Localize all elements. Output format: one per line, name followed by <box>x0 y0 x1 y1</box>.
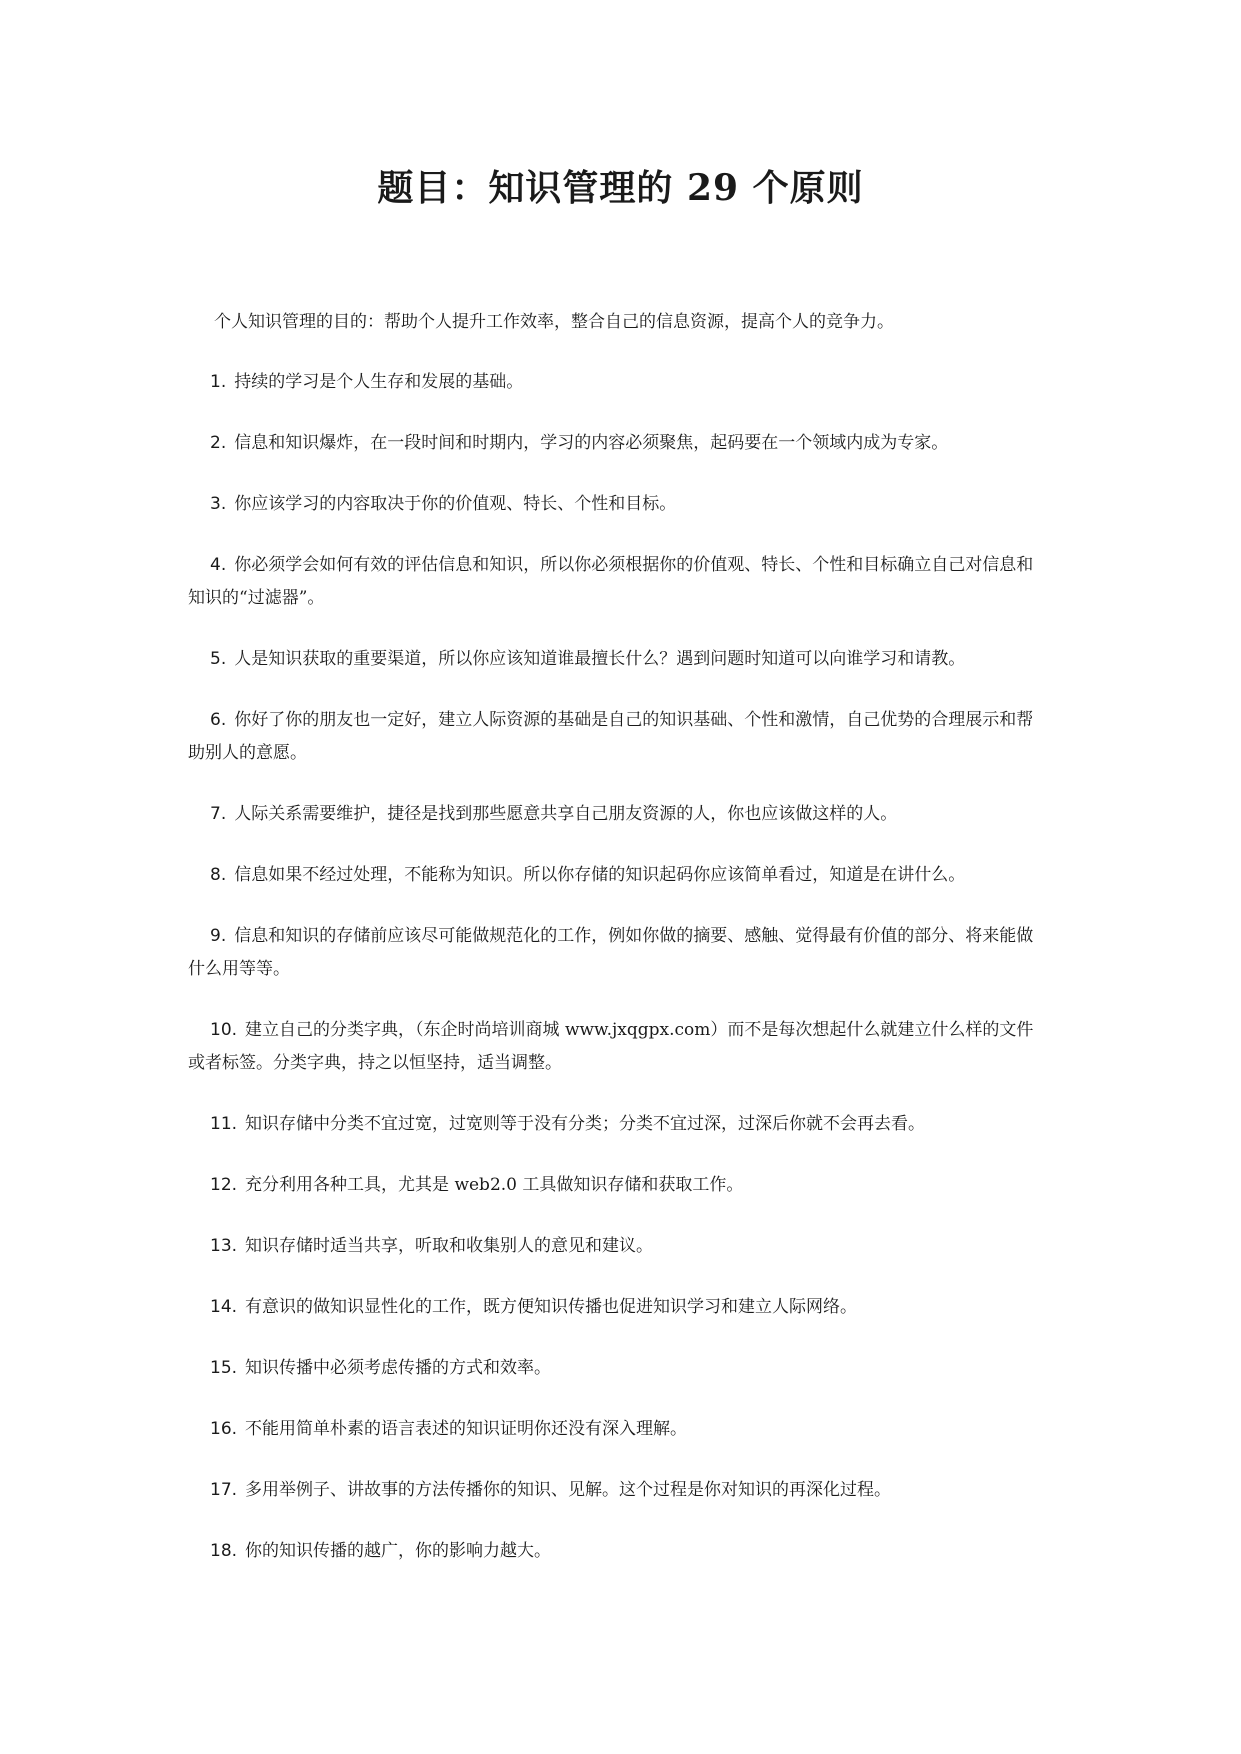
item-number: 9. <box>210 926 227 946</box>
item-number: 4. <box>210 555 227 575</box>
item-number: 1. <box>210 372 227 392</box>
principle-item-10 <box>188 1014 1048 1080</box>
item-number: 5. <box>210 649 227 669</box>
item-text: 信息和知识爆炸，在一段时间和时期内，学习的内容必须聚焦，起码要在一个领域内成为专家。 <box>234 433 949 453</box>
principle-item-16 <box>188 1413 1048 1446</box>
item-number: 15. <box>210 1358 238 1378</box>
item-number: 13. <box>210 1236 238 1256</box>
principle-item-11 <box>188 1108 1048 1141</box>
principle-item-7 <box>188 798 1048 831</box>
item-text: 你的知识传播的越广，你的影响力越大。 <box>245 1541 552 1561</box>
principle-item-9 <box>188 920 1048 986</box>
principle-item-17 <box>188 1474 1048 1507</box>
principle-item-18 <box>188 1535 1048 1568</box>
item-number: 8. <box>210 865 227 885</box>
item-text: 你应该学习的内容取决于你的价值观、特长、个性和目标。 <box>234 494 677 514</box>
intro-paragraph: 个人知识管理的目的：帮助个人提升工作效率，整合自己的信息资源，提高个人的竞争力。 <box>214 312 894 332</box>
item-text: 信息如果不经过处理，不能称为知识。所以你存储的知识起码你应该简单看过，知道是在讲什么。 <box>234 865 966 885</box>
principle-item-1 <box>188 366 1048 399</box>
item-text: 人际关系需要维护，捷径是找到那些愿意共享自己朋友资源的人，你也应该做这样的人。 <box>234 804 898 824</box>
item-text: 你好了你的朋友也一定好，建立人际资源的基础是自己的知识基础、个性和激情，自己优势的合理展示和帮助别人的意愿。 <box>188 710 1034 763</box>
document-title: 题目：知识管理的 29 个原则 <box>377 167 864 209</box>
item-number: 11. <box>210 1114 238 1134</box>
item-text: 建立自己的分类字典，（东企时尚培训商城 www.jxqgpx.com）而不是每次想起什么就建立什么样的文件或者标签。分类字典，持之以恒坚持，适当调整。 <box>188 1020 1034 1073</box>
document-body <box>188 305 1048 1596</box>
item-text: 充分利用各种工具，尤其是 web2.0 工具做知识存储和获取工作。 <box>245 1175 744 1195</box>
principle-item-5 <box>188 643 1048 676</box>
item-number: 6. <box>210 710 227 730</box>
item-text: 信息和知识的存储前应该尽可能做规范化的工作，例如你做的摘要、感触、觉得最有价值的部分、将来能做什么用等等。 <box>188 926 1034 979</box>
item-text: 有意识的做知识显性化的工作，既方便知识传播也促进知识学习和建立人际网络。 <box>245 1297 858 1317</box>
item-text: 持续的学习是个人生存和发展的基础。 <box>234 372 524 392</box>
principle-item-12 <box>188 1169 1048 1202</box>
item-text: 知识传播中必须考虑传播的方式和效率。 <box>245 1358 552 1378</box>
principle-item-14 <box>188 1291 1048 1324</box>
item-text: 人是知识获取的重要渠道，所以你应该知道谁最擅长什么？遇到问题时知道可以向谁学习和请教。 <box>234 649 966 669</box>
item-number: 2. <box>210 433 227 453</box>
item-text: 知识存储时适当共享，听取和收集别人的意见和建议。 <box>245 1236 654 1256</box>
item-number: 16. <box>210 1419 238 1439</box>
principle-item-8 <box>188 859 1048 892</box>
principle-item-3 <box>188 488 1048 521</box>
item-number: 17. <box>210 1480 238 1500</box>
item-text: 多用举例子、讲故事的方法传播你的知识、见解。这个过程是你对知识的再深化过程。 <box>245 1480 892 1500</box>
principle-item-6 <box>188 704 1048 770</box>
item-number: 7. <box>210 804 227 824</box>
item-number: 18. <box>210 1541 238 1561</box>
item-number: 10. <box>210 1020 238 1040</box>
item-number: 14. <box>210 1297 238 1317</box>
item-text: 知识存储中分类不宜过宽，过宽则等于没有分类；分类不宜过深，过深后你就不会再去看。 <box>245 1114 926 1134</box>
item-number: 12. <box>210 1175 238 1195</box>
principle-item-4 <box>188 549 1048 615</box>
principle-item-13 <box>188 1230 1048 1263</box>
item-text: 不能用简单朴素的语言表述的知识证明你还没有深入理解。 <box>245 1419 688 1439</box>
principle-item-15 <box>188 1352 1048 1385</box>
item-number: 3. <box>210 494 227 514</box>
principle-item-2 <box>188 427 1048 460</box>
item-text: 你必须学会如何有效的评估信息和知识，所以你必须根据你的价值观、特长、个性和目标确立自己对信息和知识的“过滤器”。 <box>188 555 1034 608</box>
